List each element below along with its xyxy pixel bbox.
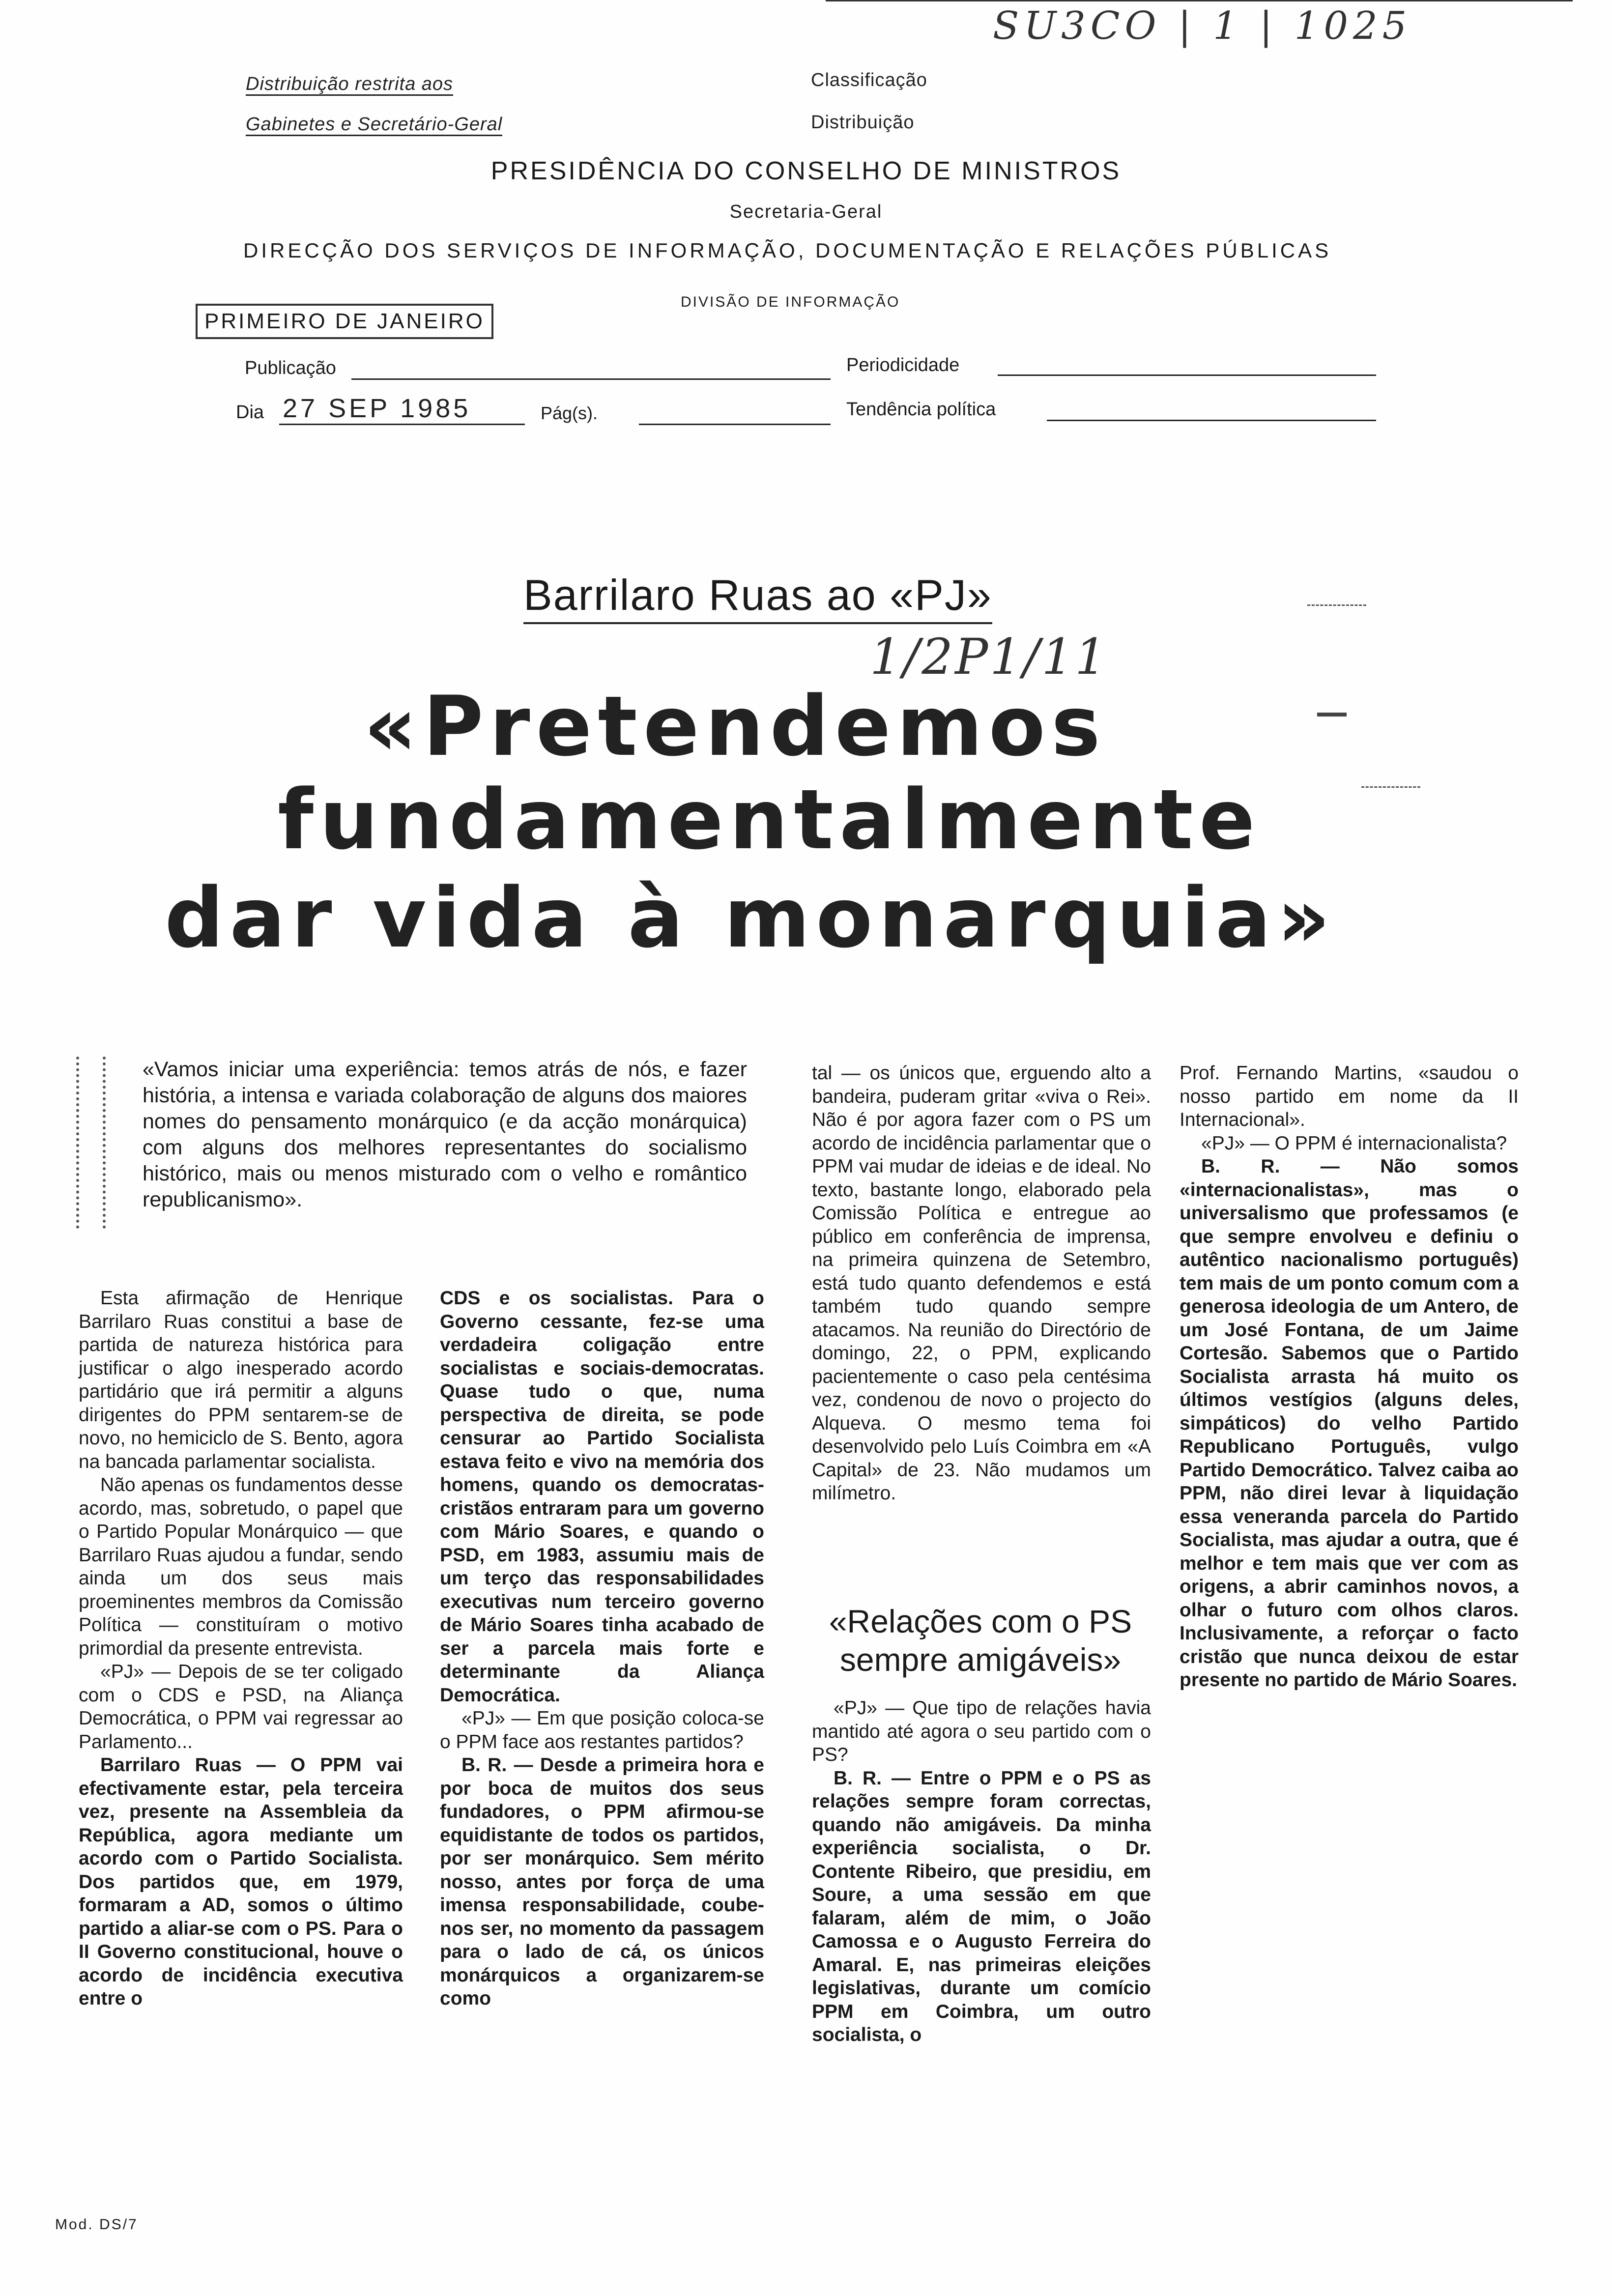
pages-line xyxy=(639,424,831,425)
col1-paragraph-3: «PJ» — Depois de se ter coligado com o CDS e PSD, na Aliança Democrática, o PPM vai regressar ao Parlamento... xyxy=(79,1661,403,1752)
day-line xyxy=(279,424,525,425)
top-rule xyxy=(826,0,1573,1)
periodicity-label: Periodicidade xyxy=(846,355,960,375)
political-label: Tendência política xyxy=(846,399,996,420)
col3-paragraph-3: B. R. — Entre o PPM e o PS as relações sempre foram correctas, quando não amigáveis. Da minha experiência socialista, o Dr. Contente Ribeiro, que presidiu, em Soure, a uma sessão em que falaram, além de mim, o João Camossa e o Augusto Ferreira do Amaral. E, nas primeiras eleições legislativas, durante um comício PPM em Coimbra, um outro socialista, o xyxy=(812,1767,1151,2045)
col3-subhead: «Relações com o PS sempre amigáveis» xyxy=(829,1603,1132,1678)
division-label: DIVISÃO DE INFORMAÇÃO xyxy=(681,294,900,310)
col1-paragraph-2: Não apenas os fundamentos desse acordo, mas, sobretudo, o papel que o Partido Popular Monárquico — que Barrilaro Ruas ajudou a fundar, sendo ainda um dos seus mais proeminentes membros da Comissão Política — constituíram o motivo primordial da presente entrevista. xyxy=(79,1474,403,1659)
periodicity-line xyxy=(998,374,1376,376)
col2-paragraph-2: «PJ» — Em que posição coloca-se o PPM face aos restantes partidos? xyxy=(440,1708,764,1752)
col3-paragraph-1: tal — os únicos que, erguendo alto a bandeira, puderam gritar «viva o Rei». Não é por agora fazer com o PS um acordo de incidência parlamentar que o PPM vai mudar de ideias e de ideal. No texto, bastante longo, elaborado pela Comissão Política e entregue ao público em conferência de imprensa, na primeira quinzena de Setembro, está tudo quanto defendemos e está também tudo quando sempre atacamos. Na reunião do Directório de domingo, 22, o PPM, explicando pacientemente o caso pela centésima vez, condenou de novo o projecto do Alqueva. O mesmo tema foi desenvolvido pelo Luís Coimbra em «A Capital» de 23. Não mudamos um milímetro. xyxy=(812,1062,1151,1504)
classification-label: Classificação xyxy=(811,70,927,90)
handwritten-mark: 1/2P1/11 xyxy=(870,628,1108,686)
article-column-2 xyxy=(440,1287,764,2010)
letterhead-title: PRESIDÊNCIA DO CONSELHO DE MINISTROS xyxy=(490,157,1122,185)
distribution-line-2: Gabinetes e Secretário-Geral xyxy=(246,114,502,135)
col4-paragraph-2: «PJ» — O PPM é internacionalista? xyxy=(1201,1132,1507,1154)
col4-paragraph-3: B. R. — Não somos «internacionalistas», mas o universalismo que professamos (e que sempre envolveu e definiu o autêntico nacionalismo português) tem mais de um ponto comum com a generosa ideologia de um Antero, de um José Fontana, de um Jaime Cortesão. Sabemos que o Partido Socialista arrasta há muito os últimos vestígios (alguns deles, simpáticos) do velho Partido Republicano Português, vulgo Partido Democrático. Talvez caiba ao PPM, não direi levar à liquidação essa veneranda parcela do Partido Socialista, mas ajudar a outra, que é melhor e tem mais que ver com as origens, a abrir caminhos novos, a olhar o futuro com olhos claros. Inclusivamente, a reforçar o facto cristão que nunca deixou de estar presente no partido de Mário Soares. xyxy=(1180,1156,1519,1691)
article-column-1 xyxy=(79,1287,403,2010)
col2-paragraph-1: CDS e os socialistas. Para o Governo cessante, fez-se uma verdadeira coligação entre socialistas e sociais-democratas. Quase tudo o que, numa perspectiva de direita, se pode censurar ao Partido Socialista estava feito e vivo na memória dos homens, quando os democratas-cristãos entraram para um governo com Mário Soares, e quando o PSD, em 1983, assumiu mais de um terço das responsabilidades executivas num terceiro governo de Mário Soares tinha acabado de ser a parcela mais forte e determinante da Aliança Democrática. xyxy=(440,1288,764,1706)
form-code: Mod. DS/7 xyxy=(55,2216,138,2233)
day-value: 27 SEP 1985 xyxy=(283,394,471,423)
scan-mark xyxy=(1361,786,1420,788)
col2-paragraph-3: B. R. — Desde a primeira hora e por boca de muitos dos seus fundadores, o PPM afirmou-se equidistante de todos os partidos, por ser monárquico. Sem mérito nosso, antes por força de uma imensa responsabilidade, coube-nos ser, no momento da passagem para o lado de cá, os únicos monárquicos a organizarem-se como xyxy=(440,1754,764,2009)
publication-stamp: PRIMEIRO DE JANEIRO xyxy=(196,304,493,339)
scan-mark xyxy=(1317,713,1347,717)
distribution-label: Distribuição xyxy=(811,112,915,133)
col4-paragraph-1: Prof. Fernando Martins, «saudou o nosso partido em nome da II Internacional». xyxy=(1180,1062,1519,1130)
political-line xyxy=(1047,420,1376,421)
publication-label: Publicação xyxy=(245,358,336,378)
headline-line-3: dar vida à monarquia» xyxy=(165,870,1336,966)
article-kicker: Barrilaro Ruas ao «PJ» xyxy=(523,570,992,624)
article-column-4 xyxy=(1180,1062,1519,1692)
distribution-line-1: Distribuição restrita aos xyxy=(246,74,453,95)
handwritten-reference: SU3CO | 1 | 1025 xyxy=(993,4,1412,48)
scan-mark xyxy=(1307,604,1366,606)
headline-line-2: fundamentalmente xyxy=(278,772,1261,868)
letterhead-directorate: DIRECÇÃO DOS SERVIÇOS DE INFORMAÇÃO, DOCUMENTAÇÃO E RELAÇÕES PÚBLICAS xyxy=(243,239,1332,262)
col1-paragraph-1: Esta afirmação de Henrique Barrilaro Ruas constitui a base de partida de natureza histórica para justificar o algo inesperado acordo partidário que irá permitir a alguns dirigentes do PPM sentarem-se de novo, no hemiciclo de S. Bento, agora na bancada parlamentar socialista. xyxy=(79,1288,403,1472)
article-column-3 xyxy=(812,1062,1151,1505)
letterhead-subtitle: Secretaria-Geral xyxy=(729,201,883,222)
col3-paragraph-2: «PJ» — Que tipo de relações havia mantido até agora o seu partido com o PS? xyxy=(812,1697,1151,1765)
pages-label: Pág(s). xyxy=(541,403,598,423)
headline-line-1: «Pretendemos xyxy=(364,678,1106,775)
publication-line xyxy=(351,378,831,380)
col1-paragraph-4: Barrilaro Ruas — O PPM vai efectivamente estar, pela terceira vez, presente na Assembleia da República, agora mediante um acordo com o Partido Socialista. Dos partidos que, em 1979, formaram a AD, somos o último partido a aliar-se com o PS. Para o II Governo constitucional, houve o acordo de incidência executiva entre o xyxy=(79,1754,403,2009)
day-label: Dia xyxy=(236,402,264,423)
article-intro: «Vamos iniciar uma experiência: temos atrás de nós, e fazer história, a intensa e variada colaboração de alguns dos maiores nomes do pensamento monárquico (e da acção monárquica) com alguns dos melhores representantes do socialismo histórico, mais ou menos misturado com o velho e romântico republicanismo». xyxy=(143,1058,747,1211)
article-column-3b xyxy=(812,1696,1151,2047)
intro-rule xyxy=(76,1057,106,1229)
